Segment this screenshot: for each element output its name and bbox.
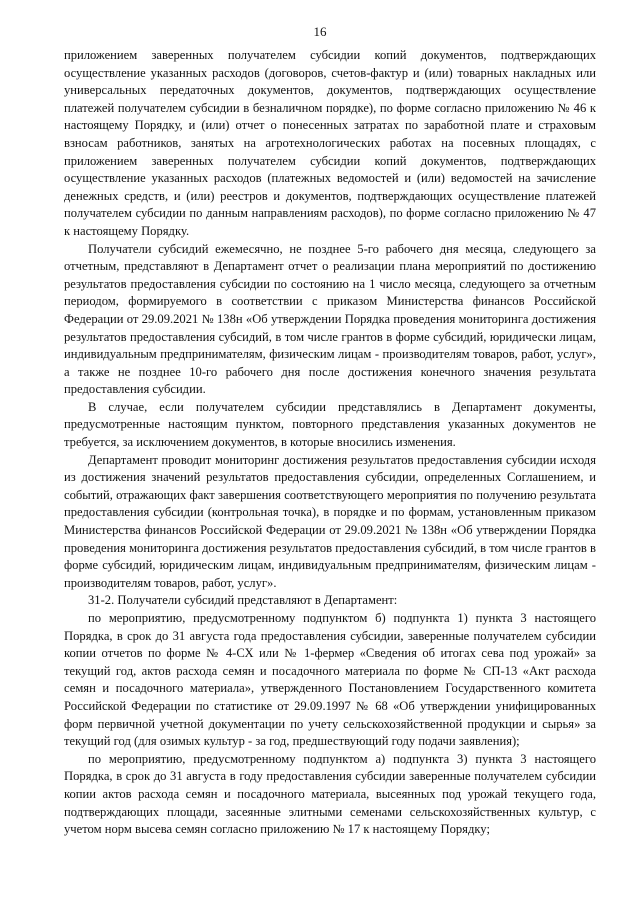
paragraph-subpoint-a: по мероприятию, предусмотренному подпунктом а) подпункта 3) пункта 3 настоящего Порядка, в срок до 31 августа в году предоставления субсидии заверенные получателем субсидии копии актов расхода семян и посадочного материала, высеянных под урожай текущего года, подтверждающих площади, засеянные элитными семенами сельскохозяйственных культур, с учетом норм высева семян согласно приложению № 17 к настоящему Порядку; xyxy=(64,751,596,837)
page-number: 16 xyxy=(313,24,327,39)
document-body xyxy=(64,47,596,839)
paragraph-subpoint-b: по мероприятию, предусмотренному подпунктом б) подпункта 1) пункта 3 настоящего Порядка, в срок до 31 августа года предоставления субсидии, заверенные получателем субсидии копии отчетов по форме № 4-СХ или № 1-фермер «Сведения об итогах сева под урожай» за текущий год, актов расхода семян и посадочного материала по форме № СП-13 «Акт расхода семян и посадочного материала», утвержденного Постановлением Государственного комитета Российской Федерации по статистике от 29.09.1997 № 68 «Об утверждении унифицированных форм первичной учетной документации по учету сельскохозяйственной продукции и сырья» за текущий год (для озимых культур - за год, предшествующий году подачи заявления); xyxy=(64,611,596,749)
paragraph-continuation: приложением заверенных получателем субсидии копий документов, подтверждающих осуществление указанных расходов (договоров, счетов-фактур и (или) товарных накладных или универсальных передаточных документов, документов, подтверждающих осуществление платежей получателем субсидии в безналичном порядке), по форме согласно приложению № 46 к настоящему Порядку, и (или) отчет о понесенных затратах по заработной плате и страховым взносам работников, занятых на агротехнологических работах на посевных площадях, с приложением заверенных получателем субсидии копий документов, подтверждающих осуществление указанных расходов (платежных ведомостей и (или) ведомостей на зачисление денежных средств, и (или) реестров и документов, подтверждающих осуществление платежей получателем субсидии по данным направлениям расходов), по форме согласно приложению № 47 к настоящему Порядку. xyxy=(64,48,596,238)
paragraph-monitoring: Департамент проводит мониторинг достижения результатов предоставления субсидии исходя из достижения значений результатов предоставления субсидии, определенных Соглашением, и событий, отражающих факт завершения соответствующего мероприятия по получению результата предоставления субсидии (контрольная точка), в порядке и по формам, установленным приказом Министерства финансов Российской Федерации от 29.09.2021 № 138н «Об утверждении Порядка проведения мониторинга достижения результатов предоставления субсидий, в том числе грантов в форме субсидий, юридическим лицам, индивидуальным предпринимателям, физическим лицам - производителям товаров, работ, услуг». xyxy=(64,452,596,590)
paragraph-repeat-documents: В случае, если получателем субсидии представлялись в Департамент документы, предусмотренные настоящим пунктом, повторного представления указанных документов не требуется, за исключением документов, в которые вносились изменения. xyxy=(64,399,596,450)
paragraph-clause-31-2: 31-2. Получатели субсидий представляют в Департамент: xyxy=(88,593,398,608)
paragraph-monthly-reports: Получатели субсидий ежемесячно, не позднее 5-го рабочего дня месяца, следующего за отчетным, представляют в Департамент отчет о реализации плана мероприятий по достижению результатов предоставления субсидии по состоянию на 1 число месяца, следующего за отчетным периодом, формируемого в соответствии с приказом Министерства финансов Российской Федерации от 29.09.2021 № 138н «Об утверждении Порядка проведения мониторинга достижения результатов предоставления субсидий, в том числе грантов в форме субсидий, юридически лицам, индивидуальным предпринимателям, физическим лицам - производителям товаров, работ, услуг», а также не позднее 10-го рабочего дня после достижения конечного значения результата предоставления субсидии. xyxy=(64,241,596,397)
